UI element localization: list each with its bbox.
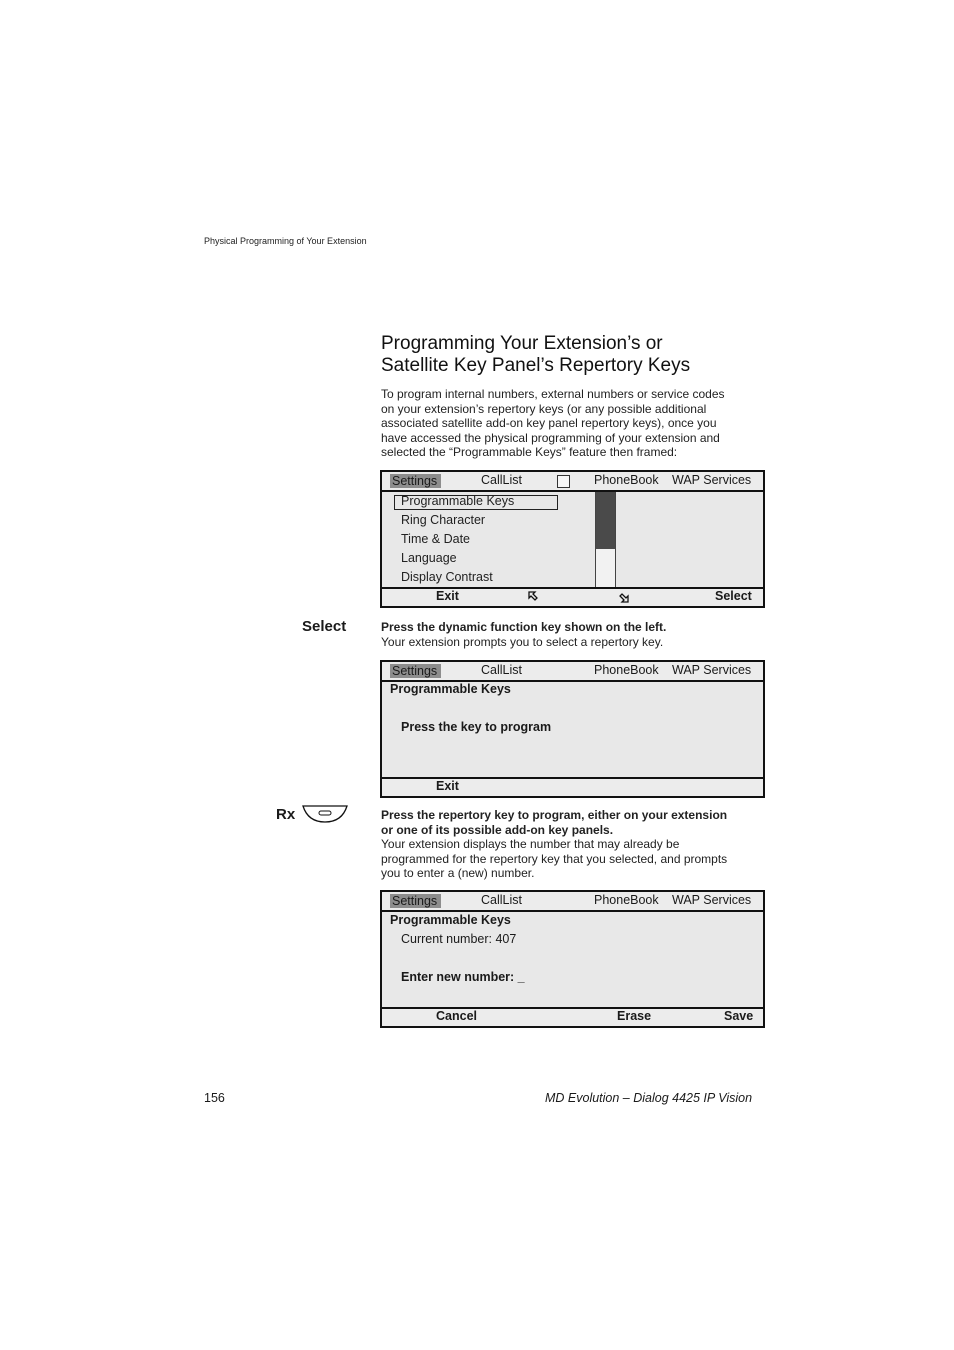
- menu-item-ring-character[interactable]: Ring Character: [401, 513, 486, 527]
- screen-prompt: Press the key to program: [401, 720, 552, 734]
- step-label-select: Select: [302, 618, 347, 635]
- step-label-rx: Rx: [276, 806, 296, 823]
- step-2-result: programmed for the repertory key that you selected, and prompts: [381, 851, 728, 866]
- softkey-bar: [382, 587, 763, 606]
- display-screen-menu: [380, 470, 765, 608]
- intro-line: associated satellite add-on key panel repertory keys), once you: [381, 416, 717, 431]
- arrow-down-right-icon[interactable]: [618, 592, 630, 607]
- title-line-2: Satellite Key Panel’s Repertory Keys: [381, 355, 691, 376]
- screen-heading: Programmable Keys: [390, 682, 511, 696]
- screen-heading: Programmable Keys: [390, 913, 511, 927]
- tab-phonebook[interactable]: PhoneBook: [594, 473, 659, 487]
- menu-item-programmable-keys[interactable]: Programmable Keys: [401, 494, 515, 508]
- step-2-instruction: or one of its possible add-on key panels.: [381, 822, 614, 837]
- intro-line: selected the “Programmable Keys” feature then framed:: [381, 445, 678, 460]
- exit-softkey[interactable]: Exit: [436, 589, 459, 603]
- save-softkey[interactable]: Save: [724, 1009, 754, 1023]
- menu-item-time-date[interactable]: Time & Date: [401, 532, 471, 546]
- current-number: Current number: 407: [401, 932, 517, 946]
- select-softkey[interactable]: Select: [715, 589, 752, 603]
- repertory-key-icon: [302, 805, 348, 823]
- tab-settings[interactable]: Settings: [390, 894, 441, 908]
- tab-phonebook[interactable]: PhoneBook: [594, 663, 659, 677]
- screen-content: [382, 682, 763, 777]
- running-header: Physical Programming of Your Extension: [204, 236, 367, 246]
- new-number-input[interactable]: Enter new number: _: [401, 970, 525, 984]
- section-title: [381, 333, 781, 377]
- tab-bar: [382, 892, 763, 912]
- tab-wap-services[interactable]: WAP Services: [672, 663, 752, 677]
- softkey-bar: [382, 1007, 763, 1026]
- scrollbar-thumb[interactable]: [596, 492, 615, 549]
- menu-list: [382, 492, 763, 587]
- screen-content: [382, 912, 763, 1007]
- cancel-softkey[interactable]: Cancel: [436, 1009, 477, 1023]
- step-1-instruction: Press the dynamic function key shown on the left.: [381, 620, 667, 634]
- step-2-result: you to enter a (new) number.: [381, 866, 535, 880]
- tab-calllist[interactable]: CallList: [481, 663, 522, 677]
- softkey-bar: [382, 777, 763, 796]
- menu-item-display-contrast[interactable]: Display Contrast: [401, 570, 493, 584]
- intro-line: on your extension’s repertory keys (or any possible additional: [381, 401, 707, 416]
- tab-wap-services[interactable]: WAP Services: [672, 473, 752, 487]
- step-2-instruction: Press the repertory key to program, either on your extension: [381, 808, 728, 822]
- step-2-result: Your extension displays the number that may already be: [381, 837, 680, 851]
- tab-bar: [382, 662, 763, 682]
- exit-softkey[interactable]: Exit: [436, 779, 459, 793]
- tab-settings[interactable]: Settings: [390, 474, 441, 488]
- checkbox-icon: [557, 475, 570, 488]
- step-2-text: [381, 808, 761, 881]
- tab-calllist[interactable]: CallList: [481, 893, 522, 907]
- page-number: 156: [204, 1091, 225, 1105]
- intro-line: have accessed the physical programming of your extension and: [381, 430, 720, 445]
- title-line-1: Programming Your Extension’s or: [381, 333, 663, 354]
- display-screen-press-key: [380, 660, 765, 798]
- erase-softkey[interactable]: Erase: [617, 1009, 652, 1023]
- step-1-text: [381, 620, 761, 649]
- tab-settings[interactable]: Settings: [390, 664, 441, 678]
- tab-wap-services[interactable]: WAP Services: [672, 893, 752, 907]
- display-screen-enter-number: [380, 890, 765, 1028]
- intro-line: To program internal numbers, external numbers or service codes: [381, 387, 725, 401]
- step-1-result: Your extension prompts you to select a repertory key.: [381, 634, 664, 649]
- tab-calllist[interactable]: CallList: [481, 473, 522, 487]
- product-name: MD Evolution – Dialog 4425 IP Vision: [545, 1091, 753, 1105]
- intro-paragraph: [381, 387, 761, 460]
- scrollbar[interactable]: [595, 492, 616, 587]
- arrow-up-left-icon[interactable]: [527, 590, 539, 605]
- tab-phonebook[interactable]: PhoneBook: [594, 893, 659, 907]
- menu-item-language[interactable]: Language: [401, 551, 457, 565]
- tab-bar: [382, 472, 763, 492]
